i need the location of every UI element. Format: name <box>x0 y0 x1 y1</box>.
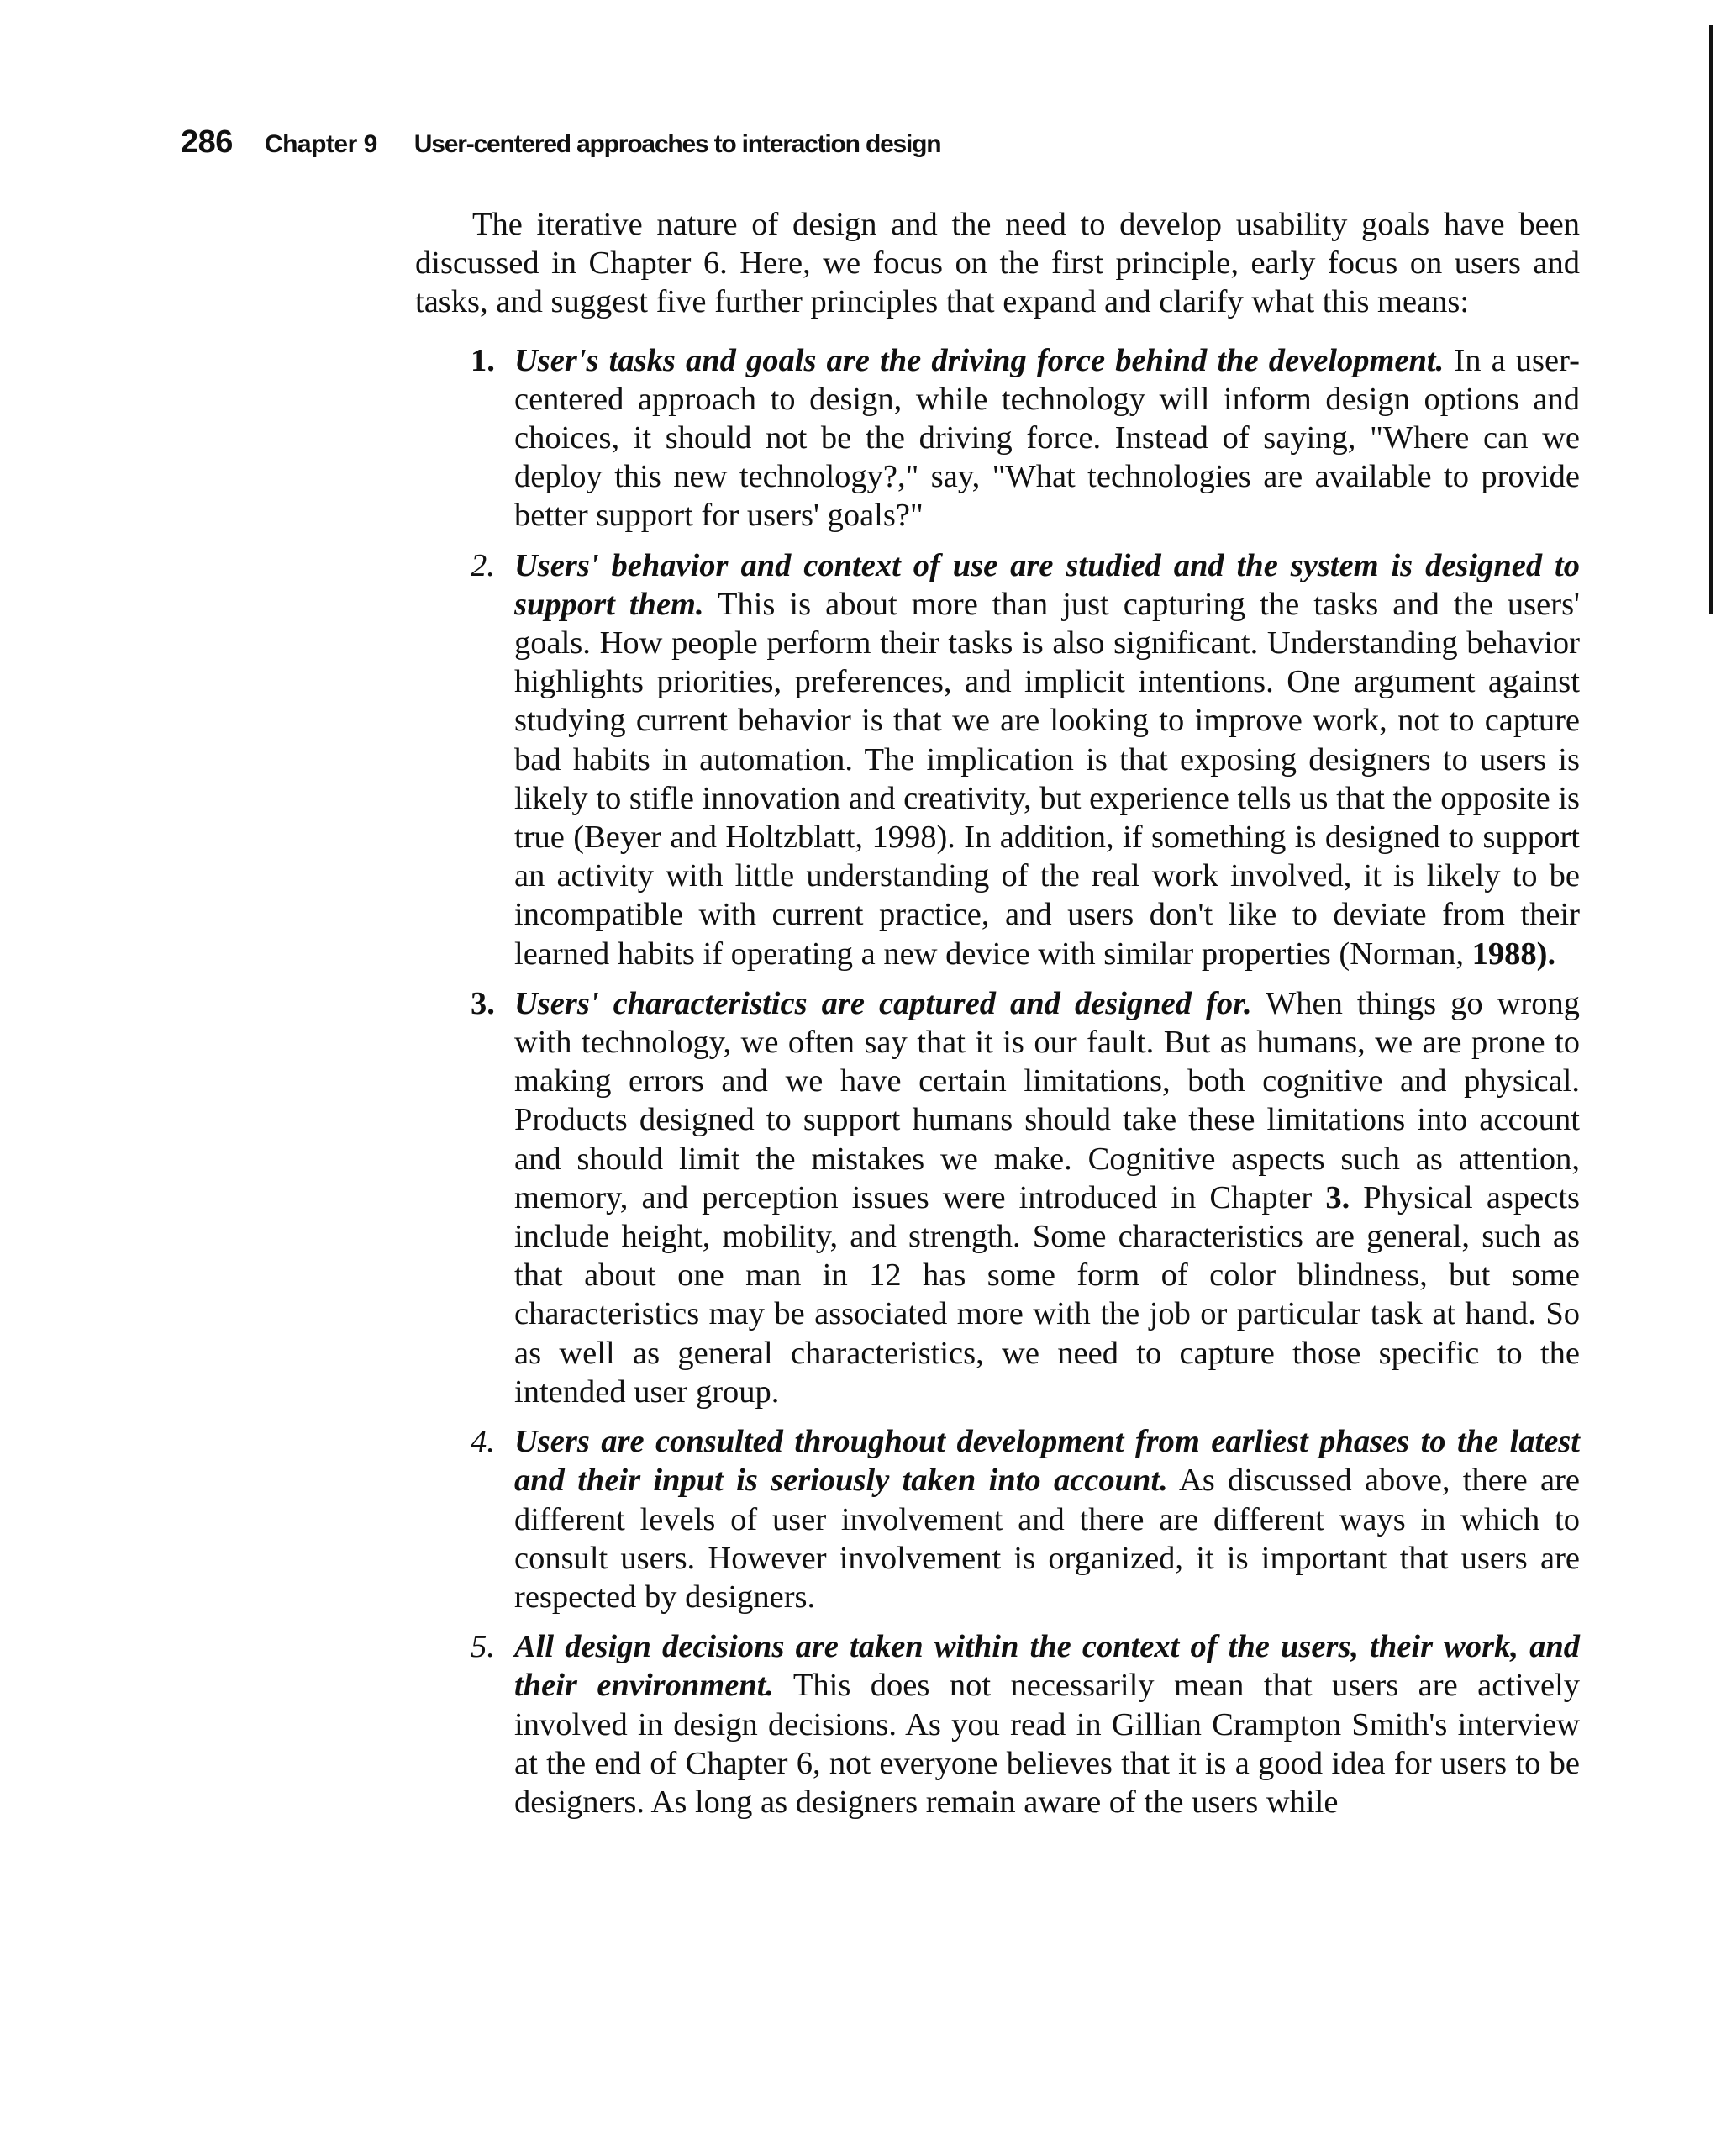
principle-5 <box>415 1627 1580 1821</box>
citation-prefix: (Norman, <box>1339 936 1472 972</box>
principle-number: 5. <box>471 1629 495 1665</box>
chapter-title: User-centered approaches to interaction design <box>413 130 941 158</box>
principle-lead: Users are consulted throughout development from earliest phases to the latest and their input is seriously taken into account. <box>514 1424 1580 1499</box>
principle-lead: User's tasks and goals are the driving force behind the development. <box>514 342 1445 378</box>
principle-lead: Users' characteristics are captured and designed for. <box>514 985 1252 1021</box>
principle-number: 3. <box>471 985 495 1021</box>
principle-text: This does not necessarily mean that users are actively involved in design decisions. As you read in Gillian Crampton Smith's interview at the end of Chapter 6, not everyone believes that it is a good idea for users to be designers. As long as designers remain aware of the users while <box>514 1668 1581 1820</box>
principle-number: 2. <box>471 547 495 583</box>
citation-year: 1988). <box>1471 936 1556 972</box>
principle-text: In a user-centered approach to design, while technology will inform design options and choices, it should not be the driving force. Instead of saying, "Where can we deploy this new technology?," say, "What technologies are available to provide better support for users' goals?" <box>514 342 1581 534</box>
page-number: 286 <box>181 124 233 160</box>
running-head <box>181 124 940 161</box>
principle-1 <box>415 341 1580 535</box>
principle-number: 1. <box>471 342 495 378</box>
chapter-reference: 3. <box>1325 1179 1350 1215</box>
chapter-label: Chapter 9 <box>264 130 377 158</box>
principle-lead: All design decisions are taken within the context of the users, their work, and their environment. <box>514 1629 1580 1704</box>
principle-4 <box>415 1422 1580 1616</box>
principle-text-continued: Physical aspects include height, mobility, and strength. Some characteristics are general, such as that about one man in 12 has some form of color blindness, but some characteristics may be associated more with the job or particular task at hand. So as well as general characteristics, we need to capture those specific to the intended user group. <box>514 1179 1580 1410</box>
principle-text: This is about more than just capturing the tasks and the users' goals. How people perform their tasks is also significant. Understanding behavior highlights priorities, preferences, and implicit intentions. One argument against studying current behavior is that we are looking to improve work, not to capture bad habits in automation. The implication is that exposing designers to users is likely to stifle innovation and creativity, but experience tells us that the opposite is true (Beyer and Holtzblatt, 1998). In addition, if something is designed to support an activity with little understanding of the real work involved, it is likely to be incompatible with current practice, and users don't like to deviate from their learned habits if operating a new device with similar properties <box>514 586 1580 972</box>
scan-edge-line <box>1709 25 1713 614</box>
intro-paragraph: The iterative nature of design and the need to develop usability goals have been discussed in Chapter 6. Here, we focus on the first principle, early focus on users and tasks, and suggest five further principles that expand and clarify what this means: <box>415 207 1580 320</box>
principles-list <box>415 341 1580 1822</box>
principle-lead: Users' behavior and context of use are studied and the system is designed to support them. <box>514 547 1580 622</box>
principle-text: When things go wrong with technology, we often say that it is our fault. But as humans, we are prone to making errors and we have certain limitations, both cognitive and physical. Products designed to support humans should take these limitations into account and should limit the mistakes we make. Cognitive aspects such as attention, memory, and perception issues were introduced in Chapter <box>514 985 1581 1215</box>
principle-3 <box>415 984 1580 1411</box>
principle-text: As discussed above, there are different levels of user involvement and there are different ways in which to consult users. However involvement is organized, it is important that users are respected by designers. <box>514 1463 1580 1615</box>
principle-2 <box>415 546 1580 973</box>
body-text <box>415 205 1580 1832</box>
principle-number: 4. <box>471 1424 495 1460</box>
